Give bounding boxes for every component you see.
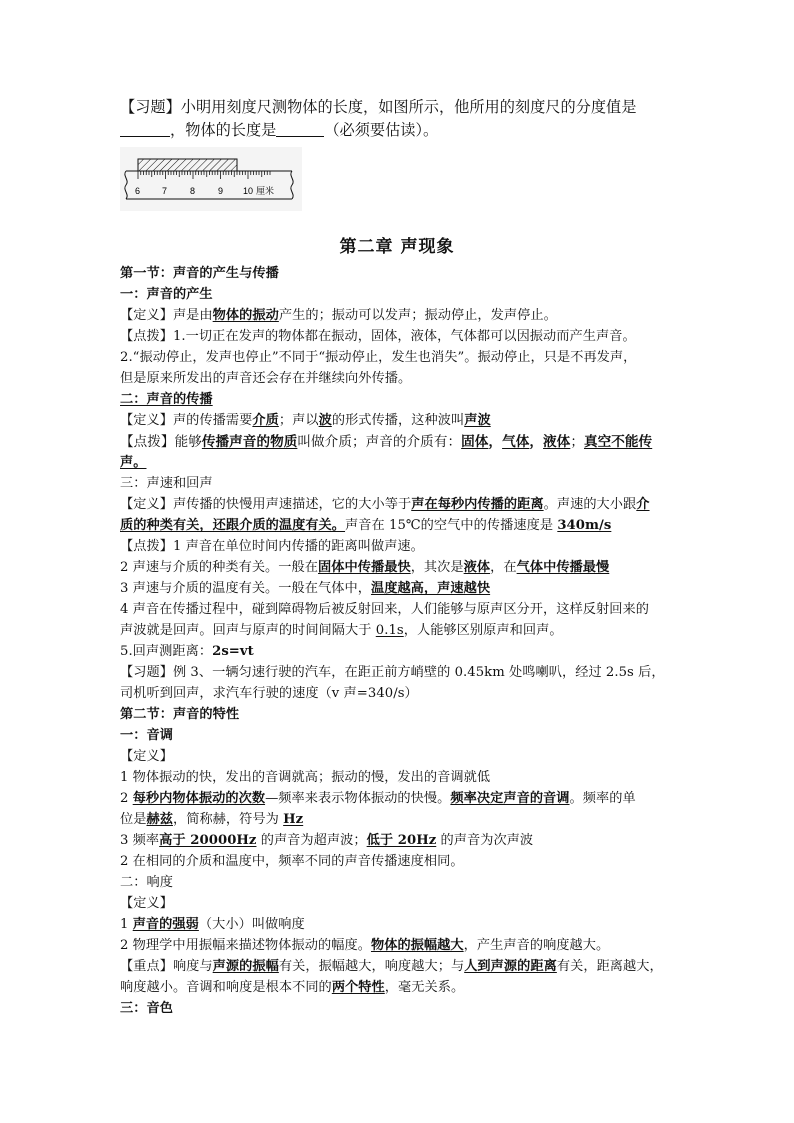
subsection-heading: 三：音色 <box>120 1001 173 1016</box>
paragraph-line: 2.“振动停止，发声也停止”不同于“振动停止，发生也消失”。振动停止，只是不再发声， <box>120 350 637 365</box>
paragraph-line: 【点拨】1 声音在单位时间内传播的距离叫做声速。 <box>120 539 424 554</box>
tick-label-7: 7 <box>162 186 168 196</box>
paragraph-line: 3 频率高于 20000Hz 的声音为超声波；低于 20Hz 的声音为次声波 <box>120 833 534 848</box>
subsection-heading: 三：声速和回声 <box>120 476 213 491</box>
subsection-heading: 二：声音的传播 <box>120 392 213 407</box>
paragraph-line: 【点拨】1.一切正在发声的物体都在振动，固体，液体，气体都可以因振动而产生声音。 <box>120 329 636 344</box>
paragraph-line: 响度越小。音调和响度是根本不同的两个特性，毫无关系。 <box>120 980 465 995</box>
paragraph-line: 【定义】 <box>120 896 173 911</box>
tick-label-9: 9 <box>218 186 224 196</box>
measured-object <box>138 159 237 171</box>
exercise-question-line-1: 【习题】小明用刻度尺测物体的长度，如图所示，他所用的刻度尺的分度值是 <box>120 98 637 116</box>
paragraph-line: 司机听到回声，求汽车行驶的速度（v 声=340/s） <box>120 686 418 701</box>
subsection-heading: 一：音调 <box>120 728 173 743</box>
paragraph-line: 【习题】例 3、一辆匀速行驶的汽车，在距正前方峭壁的 0.45km 处鸣喇叭，经过 2.5s 后， <box>120 665 665 680</box>
tick-label-10: 10 <box>243 186 254 196</box>
section-heading: 第一节：声音的产生与传播 <box>120 266 279 281</box>
paragraph-line: 【定义】声是由物体的振动产生的；振动可以发声；振动停止，发声停止。 <box>120 308 557 323</box>
subsection-heading: 一：声音的产生 <box>120 287 213 302</box>
paragraph-line: 【点拨】能够传播声音的物质叫做介质；声音的介质有：固体，气体，液体；真空不能传 <box>120 434 653 450</box>
tick-label-8: 8 <box>190 186 196 196</box>
paragraph-line: 【定义】声传播的快慢用声速描述，它的大小等于声在每秒内传播的距离。声速的大小跟介 <box>120 497 650 512</box>
figure-background <box>120 147 302 211</box>
paragraph-line: 但是原来所发出的声音还会存在并继续向外传播。 <box>120 371 412 386</box>
paragraph-line: 声波就是回声。回声与原声的时间间隔大于 0.1s，人能够区别原声和回声。 <box>120 623 563 638</box>
paragraph-line: 质的种类有关，还跟介质的温度有关。声音在 15℃的空气中的传播速度是 340m/s <box>120 518 612 533</box>
section-heading: 第二节：声音的特性 <box>120 707 240 722</box>
paragraph-line: 【重点】响度与声源的振幅有关，振幅越大，响度越大；与人到声源的距离有关，距离越大， <box>120 959 663 974</box>
answer-blank-division <box>120 121 170 137</box>
paragraph-line: 【定义】 <box>120 749 173 764</box>
paragraph-line: 2 每秒内物体振动的次数—频率来表示物体振动的快慢。频率决定声音的音调。频率的单 <box>120 791 636 806</box>
ruler-figure <box>120 147 302 211</box>
ruler-unit: 厘米 <box>256 186 275 196</box>
paragraph-line: 2 声速与介质的种类有关。一般在固体中传播最快，其次是液体，在气体中传播最慢 <box>120 560 610 575</box>
paragraph-line: 位是赫兹，简称赫，符号为 Hz <box>120 812 304 827</box>
paragraph-line: 2 物理学中用振幅来描述物体振动的幅度。物体的振幅越大，产生声音的响度越大。 <box>120 938 610 953</box>
subsection-heading: 二：响度 <box>120 875 173 890</box>
chapter-title: 第二章 声现象 <box>339 237 455 257</box>
tick-label-6: 6 <box>135 186 141 196</box>
paragraph-line: 1 声音的强弱（大小）叫做响度 <box>120 917 305 932</box>
paragraph-line: 【定义】声的传播需要介质；声以波的形式传播，这种波叫声波 <box>120 413 491 428</box>
answer-blank-length <box>276 121 324 137</box>
paragraph-line: 2 在相同的介质和温度中，频率不同的声音传播速度相同。 <box>120 854 464 869</box>
exercise-question-line-2: ，物体的长度是 （必须要估读）。 <box>120 120 438 140</box>
paragraph-line: 5.回声测距离：2s=vt <box>120 644 254 659</box>
paragraph-line: 3 声速与介质的温度有关。一般在气体中，温度越高，声速越快 <box>120 581 491 596</box>
paragraph-line: 4 声音在传播过程中，碰到障碍物后被反射回来，人们能够与原声区分开，这样反射回来的 <box>120 602 649 617</box>
paragraph-line: 1 物体振动的快，发出的音调就高；振动的慢，发出的音调就低 <box>120 770 491 785</box>
paragraph-line: 声。 <box>120 455 147 470</box>
